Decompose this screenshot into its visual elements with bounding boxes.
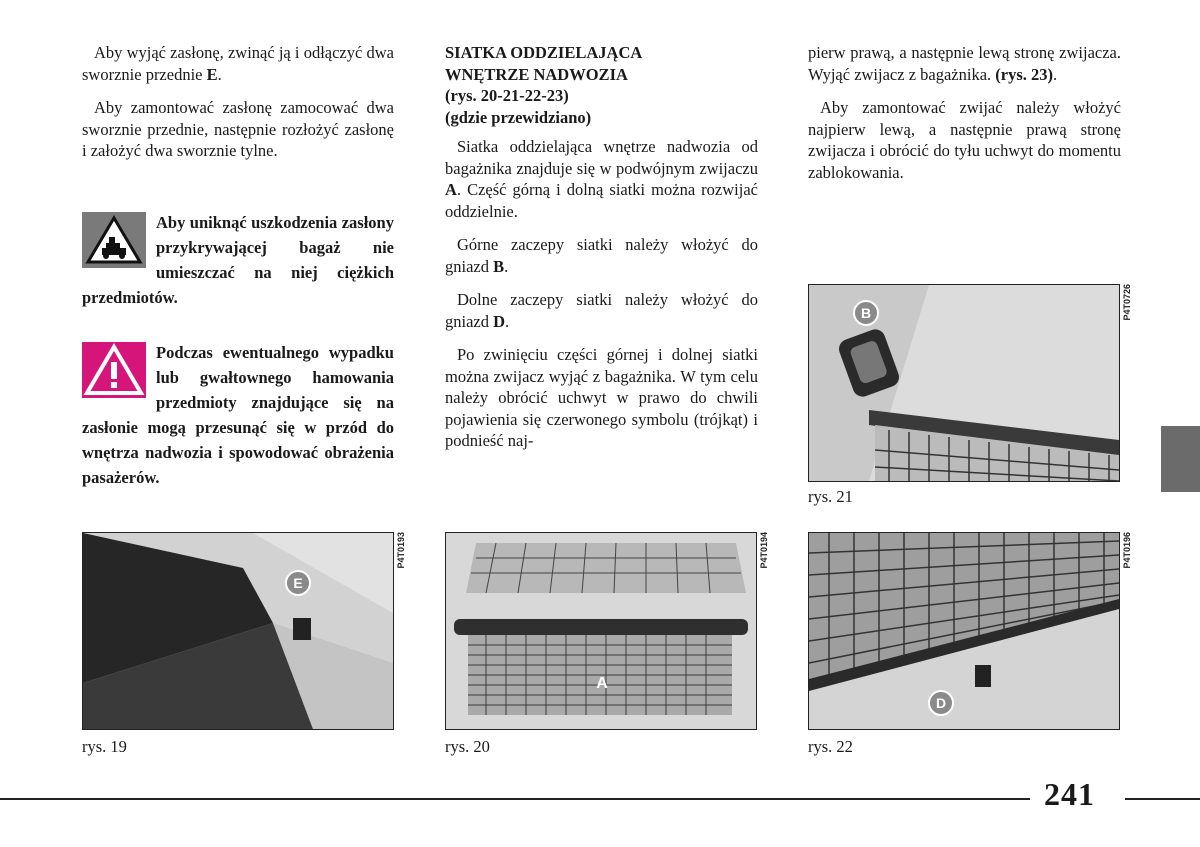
paragraph: Aby wyjąć zasłonę, zwinąć ją i odłączyć dwa sworznie przednie E. [82,43,394,84]
section-heading-note: (gdzie przewidziano) [445,107,592,127]
paragraph: pierw prawą, a następnie lewą stronę zwijacza. Wyjąć zwijacz z bagażnika. (rys. 23). [808,43,1121,84]
column-2 [445,42,758,464]
figure-code: P4T0726 [1122,284,1132,321]
figure-code: P4T0196 [1122,532,1132,569]
figure-label: B [860,305,872,321]
figure-22-photo [808,532,1120,730]
figure-code: P4T0193 [396,532,406,569]
section-thumb-tab [1161,426,1200,492]
figure-19-photo [82,532,394,730]
page-number: 241 [1044,776,1095,812]
warning-box-pink: Podczas ewentualnego wypadku lub gwałtownego hamowania przedmioty znajdujące się na zasłonie mogą przesunąć się w przód do wnętrza nadwozia i spowodować obrażenia pasażerów. [82,343,394,487]
figure-caption: rys. 19 [82,737,127,756]
paragraph: Aby zamontować zasłonę zamocować dwa sworznie przednie, następnie rozłożyć zasłonę i założyć dwa sworznie tylne. [82,98,394,160]
footer-rule [1125,798,1200,800]
paragraph: Dolne zaczepy siatki należy włożyć do gniazd D. [445,290,758,331]
figure-caption: rys. 21 [808,487,853,506]
column-1 [82,42,394,174]
figure-label: A [596,675,608,692]
figure-20-photo [445,532,757,730]
figure-label: D [935,695,947,711]
luggage-warning-icon [82,212,146,268]
figure-caption: rys. 22 [808,737,853,756]
figure-21-photo [808,284,1120,482]
column-3 [808,42,1121,195]
figure-caption: rys. 20 [445,737,490,756]
section-heading: WNĘTRZE NADWOZIA [445,64,628,84]
paragraph: Siatka oddzielająca wnętrze nadwozia od bagażnika znajduje się w podwójnym zwijaczu A. Część górną i dolną siatki można rozwijać oddzielnie. [445,137,758,221]
section-heading-ref: (rys. 20-21-22-23) [445,86,569,105]
paragraph: Górne zaczepy siatki należy włożyć do gniazd B. [445,235,758,276]
warning-box-grey: Aby uniknąć uszkodzenia zasłony przykrywającej bagaż nie umieszczać na niej ciężkich przedmiotów. [82,213,394,307]
danger-warning-icon [82,342,146,398]
paragraph: Aby zamontować zwijać należy włożyć najpierw lewą, a następnie prawą stronę zwijacza i obrócić do tyłu uchwyt do momentu zablokowania. [808,98,1121,182]
footer-rule [0,798,1030,800]
figure-label: E [293,575,303,591]
figure-code: P4T0194 [759,532,769,569]
paragraph: Po zwinięciu części górnej i dolnej siatki można zwijacz wyjąć z bagażnika. W tym celu należy obrócić uchwyt w prawo do chwili pojawienia się czerwonego symbolu (trójkąt) i podnieść naj- [445,345,758,450]
section-heading: SIATKA ODDZIELAJĄCA [445,43,643,62]
